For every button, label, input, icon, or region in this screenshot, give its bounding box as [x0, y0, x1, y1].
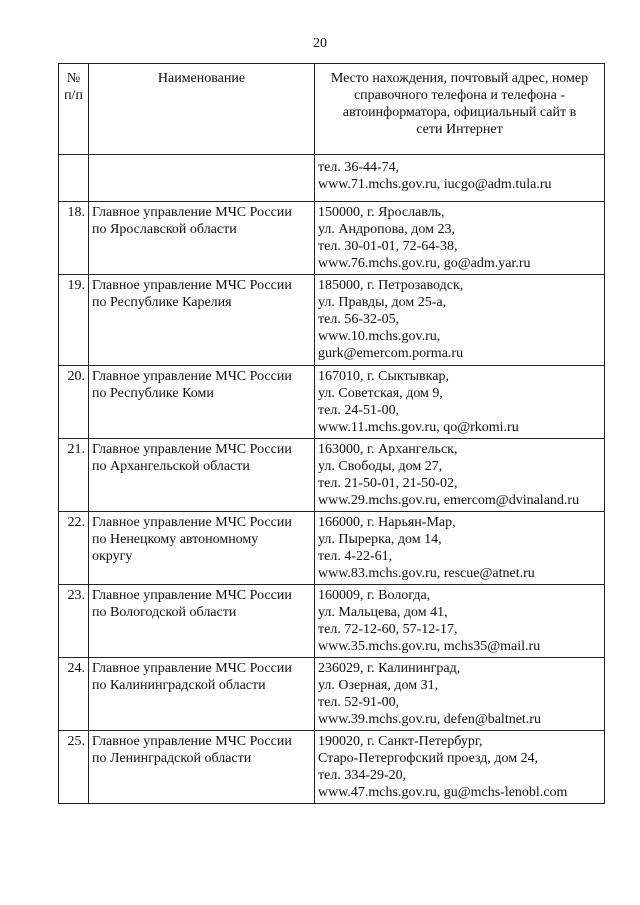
header-num: № п/п: [59, 64, 89, 155]
cell-name: Главное управление МЧС России по Калининградской области: [89, 658, 315, 731]
table-row: [59, 658, 605, 731]
cell-name: Главное управление МЧС России по Ненецкому автономному округу: [89, 512, 315, 585]
cell-name: Главное управление МЧС России по Архангельской области: [89, 439, 315, 512]
page-number: 20: [313, 36, 327, 51]
table-row: [59, 512, 605, 585]
cell-name: Главное управление МЧС России по Вологодской области: [89, 585, 315, 658]
cell-num: 24.: [59, 658, 89, 731]
table-row: [59, 275, 605, 366]
cell-name: [89, 155, 315, 202]
cell-num: 19.: [59, 275, 89, 366]
table-row: [59, 202, 605, 275]
cell-address: тел. 36-44-74, www.71.mchs.gov.ru, iucgo@adm.tula.ru: [315, 155, 605, 202]
cell-num: 20.: [59, 366, 89, 439]
cell-address: 166000, г. Нарьян-Мар, ул. Пырерка, дом 14, тел. 4-22-61, www.83.mchs.gov.ru, rescue@atnet.ru: [315, 512, 605, 585]
cell-name: Главное управление МЧС России по Республике Карелия: [89, 275, 315, 366]
table-header-row: [59, 64, 605, 155]
cell-address: 236029, г. Калининград, ул. Озерная, дом 31, тел. 52-91-00, www.39.mchs.gov.ru, defen@baltnet.ru: [315, 658, 605, 731]
cell-name: Главное управление МЧС России по Республике Коми: [89, 366, 315, 439]
cell-num: 22.: [59, 512, 89, 585]
header-location: Место нахождения, почтовый адрес, номер справочного телефона и телефона - автоинформатора, официальный сайт в сети Интернет: [315, 64, 605, 155]
cell-address: 185000, г. Петрозаводск, ул. Правды, дом 25-а, тел. 56-32-05, www.10.mchs.gov.ru, gurk@emercom.porma.ru: [315, 275, 605, 366]
cell-address: 163000, г. Архангельск, ул. Свободы, дом 27, тел. 21-50-01, 21-50-02, www.29.mchs.gov.ru, emercom@dvinaland.ru: [315, 439, 605, 512]
cell-address: 150000, г. Ярославль, ул. Андропова, дом 23, тел. 30-01-01, 72-64-38, www.76.mchs.gov.ru, go@adm.yar.ru: [315, 202, 605, 275]
cell-num: 23.: [59, 585, 89, 658]
header-name: Наименование: [89, 64, 315, 155]
table-row: [59, 366, 605, 439]
mchs-directory-table: [58, 63, 605, 804]
cell-num: 18.: [59, 202, 89, 275]
table-row: [59, 731, 605, 804]
cell-name: Главное управление МЧС России по Ярославской области: [89, 202, 315, 275]
table-row: [59, 585, 605, 658]
cell-num: 21.: [59, 439, 89, 512]
table-row: [59, 439, 605, 512]
cell-num: [59, 155, 89, 202]
cell-address: 160009, г. Вологда, ул. Мальцева, дом 41, тел. 72-12-60, 57-12-17, www.35.mchs.gov.ru, mchs35@mail.ru: [315, 585, 605, 658]
cell-num: 25.: [59, 731, 89, 804]
cell-address: 167010, г. Сыктывкар, ул. Советская, дом 9, тел. 24-51-00, www.11.mchs.gov.ru, qo@rkomi.ru: [315, 366, 605, 439]
cell-name: Главное управление МЧС России по Ленинградской области: [89, 731, 315, 804]
cell-address: 190020, г. Санкт-Петербург, Старо-Петергофский проезд, дом 24, тел. 334-29-20, www.47.mchs.gov.ru, gu@mchs-lenobl.com: [315, 731, 605, 804]
table-row-continuation: [59, 155, 605, 202]
